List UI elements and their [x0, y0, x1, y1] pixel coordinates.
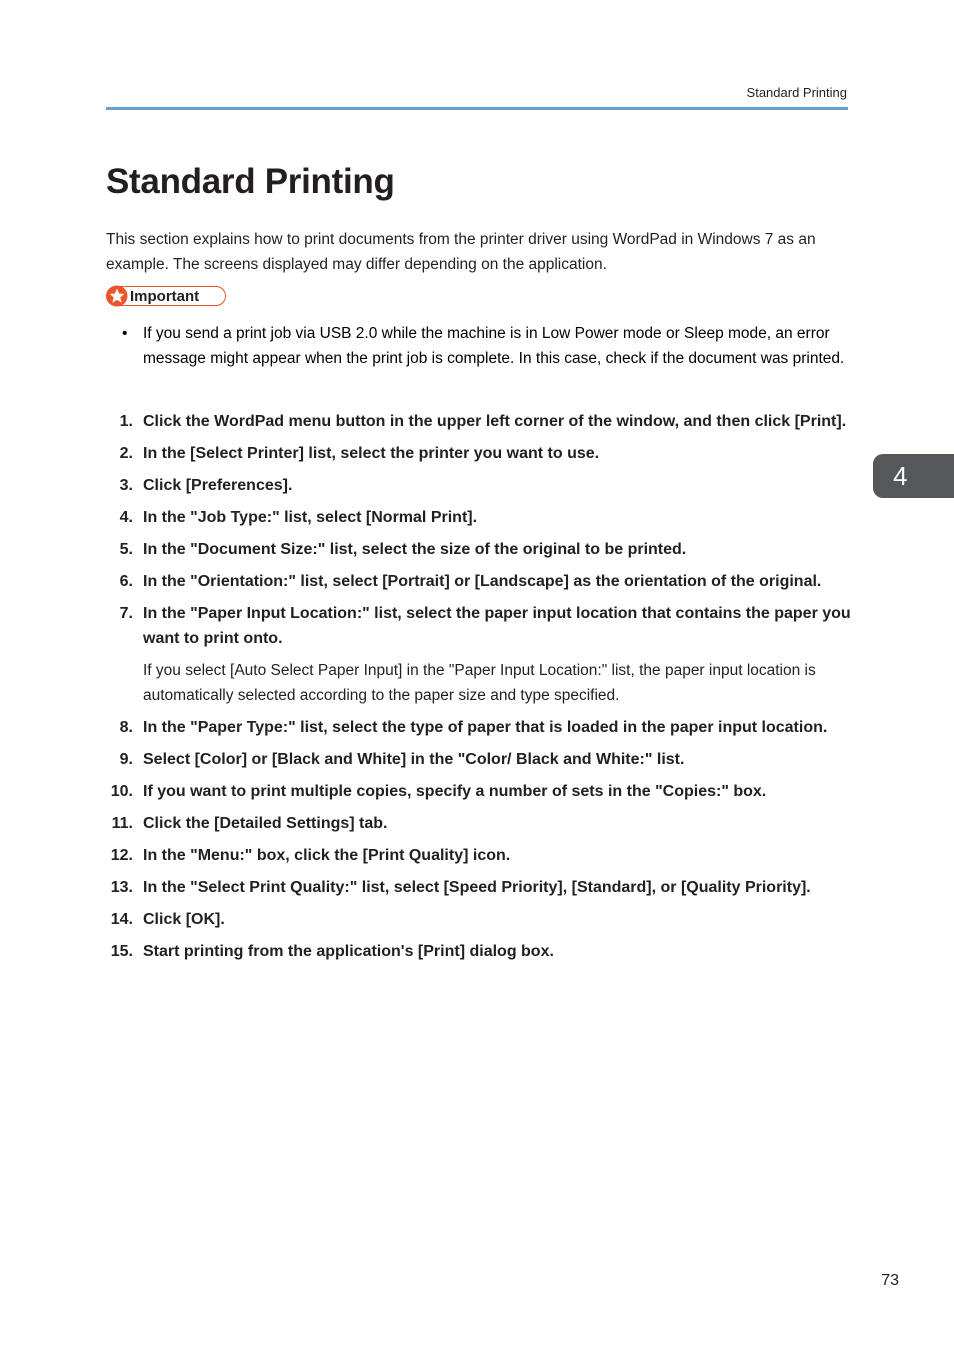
important-item-text: If you send a print job via USB 2.0 while the machine is in Low Power mode or Sleep mode, an error message might appear when the print job is complete. In this case, check if the document was printed.	[143, 325, 845, 367]
step-text: In the "Orientation:" list, select [Portrait] or [Landscape] as the orientation of the original.	[143, 573, 822, 590]
step-item	[106, 747, 851, 772]
step-item	[106, 601, 851, 708]
step-text: In the "Select Print Quality:" list, select [Speed Priority], [Standard], or [Quality Priority].	[143, 879, 811, 896]
step-item	[106, 441, 851, 466]
step-number: 7.	[119, 605, 133, 622]
page-title: Standard Printing	[106, 162, 395, 201]
step-text: Start printing from the application's [Print] dialog box.	[143, 943, 554, 960]
step-number: 6.	[119, 573, 133, 590]
step-text: In the [Select Printer] list, select the printer you want to use.	[143, 445, 600, 462]
step-text: Select [Color] or [Black and White] in the "Color/ Black and White:" list.	[143, 751, 685, 768]
step-number: 11.	[111, 815, 133, 832]
step-text: Click the [Detailed Settings] tab.	[143, 815, 388, 832]
step-number: 4.	[119, 509, 133, 526]
step-item	[106, 569, 851, 594]
bullet-icon: •	[122, 325, 128, 342]
important-label: Important	[130, 287, 200, 305]
procedure-steps	[106, 409, 851, 971]
step-number: 5.	[119, 541, 133, 558]
step-text: In the "Job Type:" list, select [Normal Print].	[143, 509, 478, 526]
step-text: Click the WordPad menu button in the upper left corner of the window, and then click [Print].	[143, 413, 847, 430]
step-item	[106, 779, 851, 804]
important-list	[106, 321, 848, 371]
page-number: 73	[881, 1272, 899, 1289]
step-number: 8.	[119, 719, 133, 736]
chapter-tab: 4	[873, 454, 954, 498]
step-text: In the "Paper Type:" list, select the type of paper that is loaded in the paper input location.	[143, 719, 828, 736]
step-item	[106, 409, 851, 434]
step-item	[106, 811, 851, 836]
header-rule	[106, 107, 848, 110]
running-header: Standard Printing	[746, 85, 847, 100]
step-number: 10.	[110, 783, 133, 800]
step-text: In the "Menu:" box, click the [Print Quality] icon.	[143, 847, 511, 864]
step-number: 3.	[119, 477, 133, 494]
step-item	[106, 843, 851, 868]
important-badge	[106, 286, 226, 306]
step-text: In the "Paper Input Location:" list, select the paper input location that contains the paper you want to print onto.	[143, 605, 851, 647]
important-item	[106, 321, 848, 371]
step-number: 15.	[110, 943, 133, 960]
step-item	[106, 473, 851, 498]
step-number: 12.	[110, 847, 133, 864]
step-item	[106, 537, 851, 562]
step-text: Click [OK].	[143, 911, 225, 928]
step-number: 14.	[110, 911, 133, 928]
step-item	[106, 907, 851, 932]
intro-paragraph: This section explains how to print documents from the printer driver using WordPad in Windows 7 as an example. The screens displayed may differ depending on the application.	[106, 231, 816, 273]
step-number: 2.	[119, 445, 133, 462]
step-text: In the "Document Size:" list, select the size of the original to be printed.	[143, 541, 687, 558]
step-note: If you select [Auto Select Paper Input] in the "Paper Input Location:" list, the paper input location is automatically selected according to the paper size and type specified.	[143, 662, 816, 704]
step-item	[106, 939, 851, 964]
step-item	[106, 715, 851, 740]
step-item	[106, 875, 851, 900]
step-number: 1.	[119, 413, 133, 430]
star-icon	[106, 285, 128, 307]
step-text: If you want to print multiple copies, specify a number of sets in the "Copies:" box.	[143, 783, 767, 800]
step-number: 9.	[119, 751, 133, 768]
step-number: 13.	[110, 879, 133, 896]
step-item	[106, 505, 851, 530]
step-text: Click [Preferences].	[143, 477, 293, 494]
